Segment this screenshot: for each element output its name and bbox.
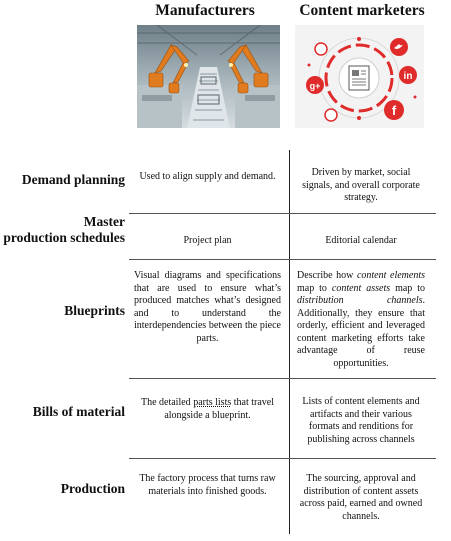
bills-content-cell: Lists of content elements and artifacts and their various formats and renditions for publishing across channels bbox=[302, 396, 420, 445]
master-schedule-content-cell: Editorial calendar bbox=[325, 235, 397, 246]
production-manufacturers-cell: The factory process that turns raw materials into finished goods. bbox=[139, 473, 276, 497]
row-label-blueprints: Blueprints bbox=[64, 303, 125, 318]
demand-planning-content-cell: Driven by market, social signals, and overall corporate strategy. bbox=[302, 167, 420, 203]
row-label-demand-planning: Demand planning bbox=[21, 172, 125, 187]
linkedin-icon bbox=[399, 66, 417, 84]
row-divider bbox=[129, 259, 436, 260]
manufacturers-header: Manufacturers bbox=[155, 2, 255, 19]
svg-text:g+: g+ bbox=[309, 81, 321, 91]
blueprints-content-cell bbox=[297, 270, 425, 370]
column-divider bbox=[289, 150, 290, 534]
master-schedule-manufacturers-cell: Project plan bbox=[183, 235, 232, 246]
google-plus-icon bbox=[306, 76, 324, 94]
document-icon bbox=[339, 58, 379, 98]
content-marketers-header: Content marketers bbox=[299, 2, 425, 19]
italic-term: distribution channels bbox=[297, 295, 423, 306]
row-divider bbox=[129, 458, 436, 459]
text-run: that travel alongside a blueprint. bbox=[164, 397, 275, 421]
row-label-line-1: Master bbox=[83, 214, 125, 229]
text-run: map to bbox=[390, 282, 426, 294]
twitter-icon bbox=[390, 38, 408, 56]
content-marketing-image bbox=[295, 25, 424, 128]
text-run: map to bbox=[297, 282, 332, 294]
text-run: The detailed bbox=[140, 397, 194, 408]
row-divider bbox=[129, 378, 436, 379]
text-run: Describe how bbox=[297, 270, 357, 281]
factory-robots-image bbox=[137, 25, 280, 128]
blueprints-manufacturers-cell: Visual diagrams and specifications that are used to ensure what’s produced matches what’s designed and to understand the interdependencies between the piece parts. bbox=[134, 270, 281, 344]
text-run: . Additionally, they ensure that orderly, efficient and leveraged content marketing efforts take advantage of reuse opportunities. bbox=[297, 295, 425, 369]
bills-manufacturers-cell bbox=[134, 397, 281, 422]
row-label-master-production-schedules bbox=[0, 214, 125, 246]
demand-planning-manufacturers-cell: Used to align supply and demand. bbox=[139, 171, 276, 182]
underlined-term: parts lists bbox=[193, 397, 232, 408]
production-content-cell: The sourcing, approval and distribution of content assets across paid, earned and owned channels. bbox=[299, 473, 423, 522]
content-marketing-illustration bbox=[295, 25, 424, 128]
row-divider bbox=[129, 213, 436, 214]
row-label-line-2: production schedules bbox=[3, 230, 125, 245]
factory-robots-illustration bbox=[137, 25, 280, 128]
row-label-production: Production bbox=[60, 481, 125, 496]
italic-term: content elements bbox=[356, 270, 425, 281]
svg-text:in: in bbox=[403, 71, 413, 82]
row-label-bills-of-material: Bills of material bbox=[32, 404, 125, 419]
svg-text:f: f bbox=[391, 103, 397, 118]
italic-term: content assets bbox=[331, 282, 391, 294]
facebook-icon bbox=[384, 100, 404, 120]
